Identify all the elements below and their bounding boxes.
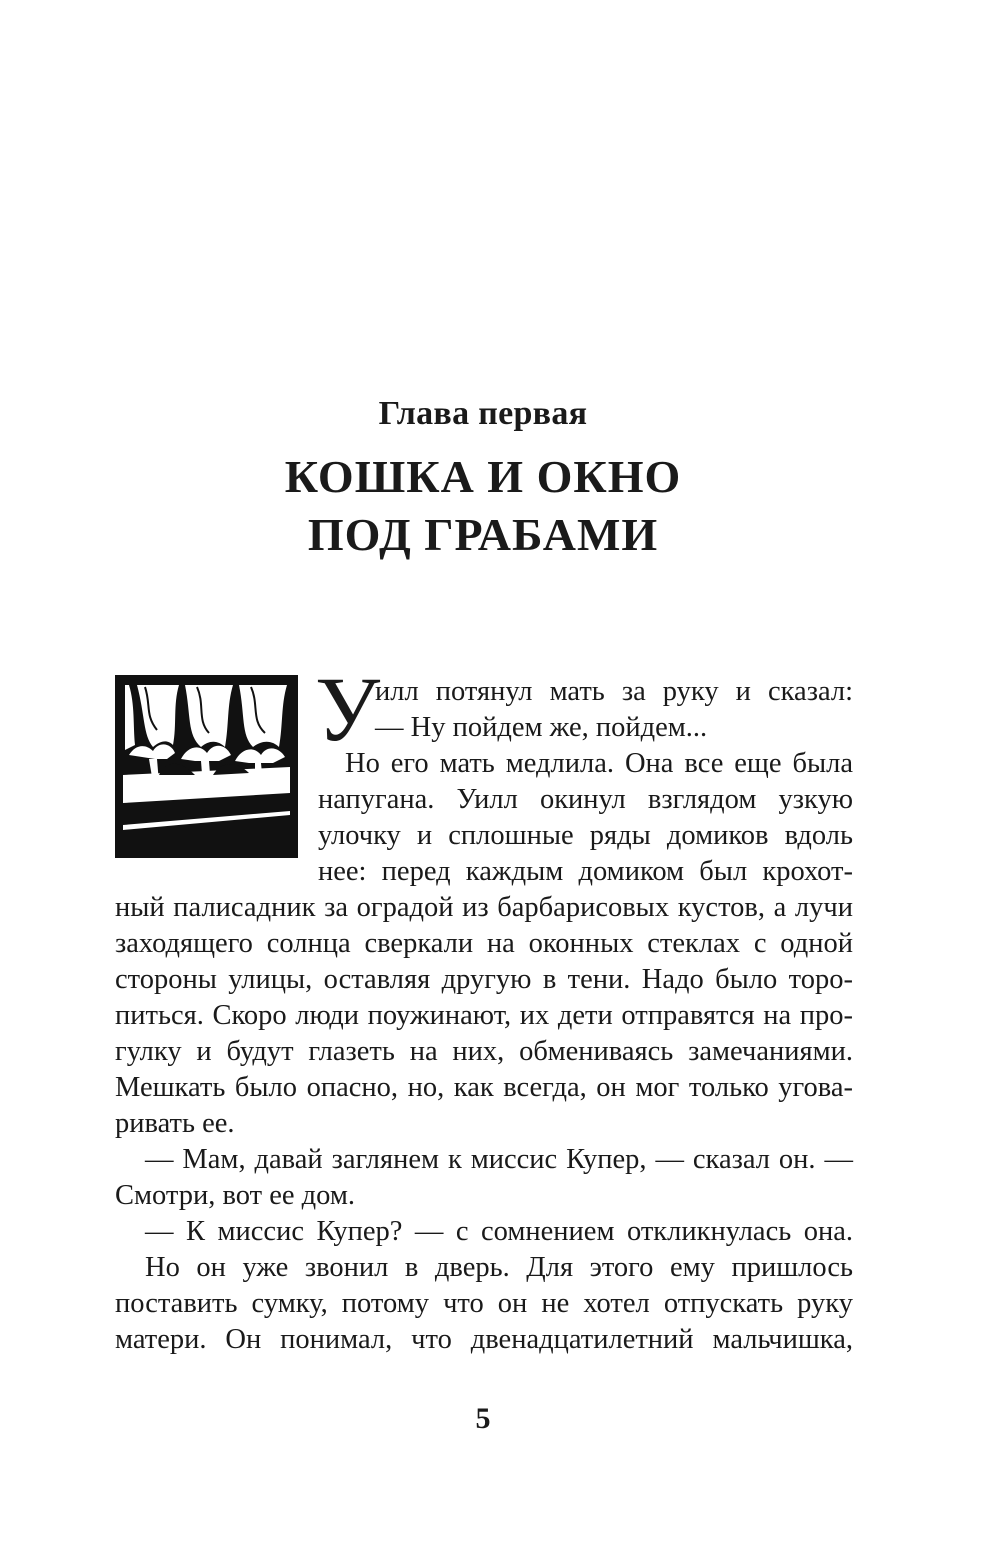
text-line: ный палисадник за оградой из барбарисовых кустов, а лучи — [115, 892, 853, 923]
chapter-title-line-2: ПОД ГРАБАМИ — [307, 509, 659, 560]
text-line: илл потянул мать за руку и сказал: — [375, 676, 853, 707]
text-line: питься. Скоро люди поужинают, их дети отправятся на про- — [115, 1000, 853, 1031]
text-line: напугана. Уилл окинул взглядом узкую — [318, 784, 853, 815]
text-line: нее: перед каждым домиком был крохот- — [318, 856, 853, 887]
text-line: Мешкать было опасно, но, как всегда, он мог только угова- — [115, 1072, 853, 1103]
text-line: Но он уже звонил в дверь. Для этого ему пришлось — [145, 1252, 853, 1283]
text-line: матери. Он понимал, что двенадцатилетний мальчишка, — [115, 1324, 853, 1355]
page-number: 5 — [475, 1402, 491, 1435]
text-line: стороны улицы, оставляя другую в тени. Надо было торо- — [115, 964, 853, 995]
text-line: — К миссис Купер? — с сомнением откликнулась она. — [145, 1216, 853, 1247]
chapter-title — [0, 448, 966, 564]
text-line: Смотри, вот ее дом. — [115, 1180, 355, 1211]
text-line: — Мам, давай заглянем к миссис Купер, — сказал он. — — [145, 1144, 853, 1175]
chapter-label: Глава первая — [378, 395, 588, 432]
drop-cap: У — [315, 658, 381, 760]
text-line: улочку и сплошные ряды домиков вдоль — [318, 820, 853, 851]
chapter-title-line-1: КОШКА И ОКНО — [284, 451, 682, 502]
text-line: поставить сумку, потому что он не хотел отпускать руку — [115, 1288, 853, 1319]
trees-woodcut-icon — [115, 675, 298, 858]
text-line: заходящего солнца сверкали на оконных стеклах с одной — [115, 928, 853, 959]
text-line: Но его мать медлила. Она все еще была — [345, 748, 853, 779]
text-line: — Ну пойдем же, пойдем... — [375, 712, 708, 743]
text-line: гулку и будут глазеть на них, обмениваясь замечаниями. — [115, 1036, 853, 1067]
text-line: ривать ее. — [115, 1108, 235, 1139]
